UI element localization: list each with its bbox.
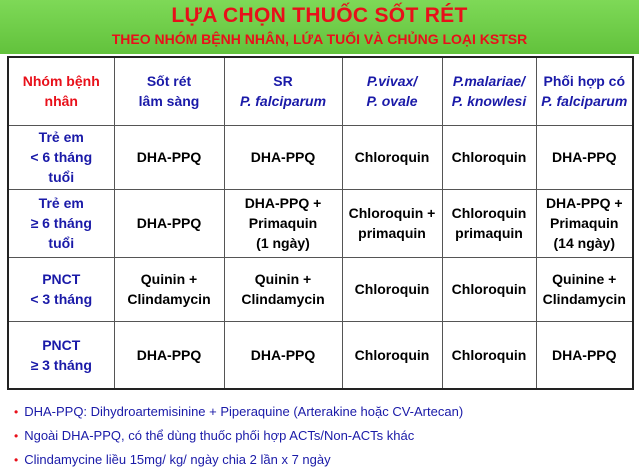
header-clinical-malaria: [114, 57, 224, 125]
header-malariae-knowlesi: [442, 57, 536, 125]
header-line: SR: [273, 73, 293, 90]
cell-line: Chloroquin: [451, 205, 527, 221]
header-mixed-falciparum: [536, 57, 633, 125]
cell-line: Primaquin: [248, 215, 318, 231]
cell-line: Chloroquin +: [348, 205, 436, 221]
cell-line: Quinin +: [140, 271, 198, 287]
cell-line: PNCT: [42, 271, 81, 287]
cell-line: Chloroquin: [354, 281, 430, 297]
cell-line: DHA-PPQ: [551, 149, 617, 165]
bullet-icon: •: [14, 429, 19, 443]
cell-line: < 3 tháng: [30, 291, 93, 307]
cell-line: primaquin: [455, 225, 523, 241]
footnote-item: [14, 448, 629, 472]
patient-group-cell: [8, 321, 114, 389]
footnote-text: DHA-PPQ: Dihydroartemisinine + Piperaquine (Arterakine hoặc CV-Artecan): [24, 404, 464, 419]
cell-line: primaquin: [358, 225, 426, 241]
cell-line: (1 ngày): [256, 235, 310, 251]
cell-line: ≥ 3 tháng: [30, 356, 92, 373]
title-band: [0, 0, 639, 54]
footnote-text: Ngoài DHA-PPQ, có thể dùng thuốc phối hợp ACTs/Non-ACTs khác: [24, 428, 415, 443]
treatment-table: [7, 56, 634, 390]
table-row: [8, 257, 633, 321]
header-line: Phối hợp có: [543, 73, 625, 90]
cell-line: Quinin +: [254, 271, 312, 287]
cell-line: PNCT: [42, 336, 81, 353]
cell-line: ≥ 6 tháng: [30, 215, 92, 231]
cell-line: Clindamycin: [127, 291, 211, 307]
cell-line: Trẻ em: [38, 129, 84, 145]
cell-line: DHA-PPQ: [250, 346, 316, 363]
header-falciparum: [224, 57, 342, 125]
header-line: P.malariae/: [452, 73, 526, 90]
header-line: P. falciparum: [239, 93, 327, 110]
bullet-icon: •: [14, 405, 19, 419]
footnote-item: [14, 424, 629, 448]
cell-line: Clindamycin: [542, 291, 626, 307]
bullet-icon: •: [14, 453, 19, 467]
treatment-cell: [536, 189, 633, 257]
cell-line: DHA-PPQ: [136, 346, 202, 363]
treatment-cell: [342, 321, 442, 389]
patient-group-cell: [8, 189, 114, 257]
cell-line: (14 ngày): [553, 235, 615, 251]
treatment-cell: [224, 189, 342, 257]
header-line: P.vivax/: [366, 73, 418, 90]
treatment-cell: [224, 257, 342, 321]
cell-line: tuổi: [48, 169, 75, 185]
cell-line: Chloroquin: [451, 346, 527, 363]
treatment-cell: [342, 257, 442, 321]
treatment-cell: [114, 257, 224, 321]
header-line: P. ovale: [366, 93, 418, 110]
table-row: [8, 125, 633, 189]
treatment-cell: [342, 189, 442, 257]
cell-line: DHA-PPQ: [551, 346, 617, 363]
header-patient-group: [8, 57, 114, 125]
treatment-cell: [442, 125, 536, 189]
cell-line: DHA-PPQ +: [545, 195, 623, 211]
treatment-cell: [114, 321, 224, 389]
header-line: lâm sàng: [138, 93, 200, 110]
footnote-item: [14, 400, 629, 424]
table-row: [8, 321, 633, 389]
patient-group-cell: [8, 125, 114, 189]
treatment-cell: [536, 257, 633, 321]
treatment-cell: [342, 125, 442, 189]
footnotes: [14, 400, 629, 472]
header-line: P. knowlesi: [451, 93, 527, 110]
page-title: LỰA CHỌN THUỐC SỐT RÉT: [171, 4, 468, 27]
treatment-cell: [442, 257, 536, 321]
treatment-cell: [224, 125, 342, 189]
cell-line: Chloroquin: [354, 346, 430, 363]
treatment-cell: [536, 321, 633, 389]
header-line: P. falciparum: [541, 93, 628, 110]
cell-line: tuổi: [48, 235, 75, 251]
patient-group-cell: [8, 257, 114, 321]
cell-line: DHA-PPQ: [136, 149, 202, 165]
cell-line: Quinine +: [552, 271, 617, 287]
treatment-cell: [442, 321, 536, 389]
page-subtitle: THEO NHÓM BỆNH NHÂN, LỨA TUỔI VÀ CHỦNG LOẠI KSTSR: [111, 31, 528, 47]
table-header-row: [8, 57, 633, 125]
cell-line: < 6 tháng: [30, 149, 93, 165]
treatment-cell: [442, 189, 536, 257]
treatment-cell: [536, 125, 633, 189]
cell-line: Trẻ em: [38, 195, 84, 211]
treatment-cell: [114, 125, 224, 189]
cell-line: DHA-PPQ +: [244, 195, 322, 211]
header-line: Sốt rét: [146, 73, 192, 90]
cell-line: DHA-PPQ: [136, 215, 202, 231]
cell-line: Primaquin: [550, 215, 619, 231]
cell-line: Chloroquin: [451, 149, 527, 165]
cell-line: Chloroquin: [451, 281, 527, 297]
header-line: Nhóm bệnh: [22, 73, 100, 90]
cell-line: Clindamycin: [241, 291, 325, 307]
header-vivax-ovale: [342, 57, 442, 125]
header-line: nhân: [44, 93, 78, 110]
treatment-cell: [114, 189, 224, 257]
cell-line: Chloroquin: [354, 149, 430, 165]
treatment-cell: [224, 321, 342, 389]
footnote-text: Clindamycine liều 15mg/ kg/ ngày chia 2 lần x 7 ngày: [24, 452, 331, 467]
table-row: [8, 189, 633, 257]
cell-line: DHA-PPQ: [250, 149, 316, 165]
